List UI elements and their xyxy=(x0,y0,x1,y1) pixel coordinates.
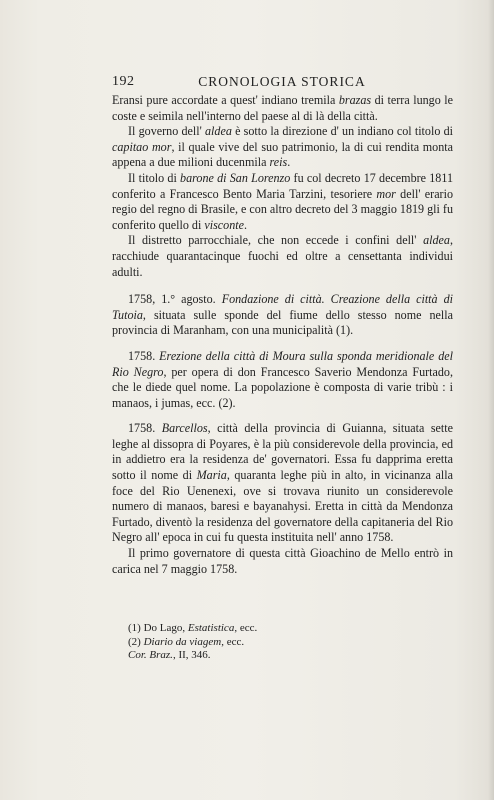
text-run: 1758, 1.° agosto. xyxy=(128,292,222,307)
footnote xyxy=(128,636,448,650)
italic-text: Diario da viagem xyxy=(143,635,222,648)
italic-text: visconte xyxy=(204,217,244,232)
italic-text: mor xyxy=(376,186,396,201)
text-run: è sotto la direzione d' un indiano col titolo di xyxy=(231,124,453,139)
text-run: , città della provincia di Guianna, situata sette leghe al dissopra di Poyares, è la più considerevole della provincia, ed in addietro era la residenza de' governatori. Essa fu dapprima eretta sotto il nome di xyxy=(112,421,454,483)
chronology-entry xyxy=(112,421,453,546)
italic-text: barone di San Lorenzo xyxy=(180,170,291,185)
text-run: Il primo governatore di questa città Gioachino de Mello entrò in carica nel 7 maggio 1758. xyxy=(112,546,453,576)
paragraph xyxy=(112,171,453,233)
page-edge-shadow xyxy=(488,0,494,800)
text-run: dell' erario regio del regno di Brasile, e con altro decreto del 3 maggio 1819 gli fu conferito quello di xyxy=(112,186,453,232)
italic-text: Erezione della città di Moura sulla sponda meridionale del Rio Negro xyxy=(112,348,453,379)
text-run: . xyxy=(243,217,248,232)
text-run: , ecc. xyxy=(234,622,258,634)
text-run: (1) Do Lago, xyxy=(128,622,188,634)
text-run: Il governo dell' xyxy=(128,124,205,139)
italic-text: Estatistica xyxy=(187,622,235,634)
text-run: , quaranta leghe più in alto, in vicinanza alla foce del Rio Uenenexi, ove si trovava riunito un considerevole numero di manaos, baresi e bayanahysi. Eretta in città da Mendonza Furtado, diventò la residenza del governatore della capitaneria del Rio Negro all' epoca in cui fu questa instituita nell' anno 1758. xyxy=(112,468,453,545)
italic-text: capitao mor xyxy=(112,139,172,154)
paragraph xyxy=(112,124,453,171)
text-run: , il quale vive del suo patrimonio, la di cui rendita monta appena a due milioni ducenmila xyxy=(112,139,453,170)
chronology-entry xyxy=(112,349,453,411)
italic-text: brazas xyxy=(338,93,372,107)
text-run: Il distretto parrocchiale, che non eccede i confini dell' xyxy=(128,233,424,248)
italic-text: aldea xyxy=(205,124,232,139)
italic-text: Barcellos xyxy=(161,421,208,436)
text-run: (2) xyxy=(128,635,144,648)
text-run: , ecc. xyxy=(221,635,245,648)
italic-text: aldea xyxy=(423,233,450,248)
footnote xyxy=(128,649,448,663)
paragraph xyxy=(112,546,453,577)
text-run: di terra lungo le coste e seimila nell'interno del paese al di là della città. xyxy=(112,93,453,123)
text-run: Il titolo di xyxy=(128,170,181,185)
text-run: , racchiude quarantacinque fuochi ed oltre a censettanta individui adulti. xyxy=(112,233,453,279)
text-run: 1758. xyxy=(128,348,160,363)
footnotes xyxy=(128,622,448,663)
italic-text: Maria xyxy=(196,468,227,483)
body-text xyxy=(112,93,453,577)
italic-text: Cor. Braz. xyxy=(128,649,173,662)
entry-spacer xyxy=(112,339,453,349)
text-run: 1758. xyxy=(128,421,162,436)
text-run: fu col decreto 17 decembre 1811 conferito a Francesco Bento Maria Tarzini, tesoriere xyxy=(112,170,453,201)
text-run: , situata sulle sponde del fiume dello stesso nome nella provincia di Maranham, con una municipalità (1). xyxy=(112,307,453,338)
text-run: Eransi pure accordate a quest' indiano tremila xyxy=(112,93,339,107)
page-number: 192 xyxy=(112,74,135,89)
entry-spacer xyxy=(112,280,453,292)
entry-spacer xyxy=(112,411,453,421)
italic-text: Fondazione di città. Creazione della città di Tutoia xyxy=(112,292,453,322)
paragraph xyxy=(112,93,453,124)
page-header xyxy=(112,74,452,92)
running-title: CRONOLOGIA STORICA xyxy=(198,74,366,89)
italic-text: reis xyxy=(269,155,288,170)
paragraph xyxy=(112,233,453,280)
text-run: , per opera di don Francesco Saverio Mendonza Furtado, che le diede quel nome. La popolazione è composta di varie tribù : i manaos, i jumas, ecc. (2). xyxy=(112,364,454,410)
chronology-entry xyxy=(112,292,453,339)
text-run: . xyxy=(287,155,291,170)
text-run: , II, 346. xyxy=(172,649,211,662)
footnote xyxy=(128,622,448,636)
